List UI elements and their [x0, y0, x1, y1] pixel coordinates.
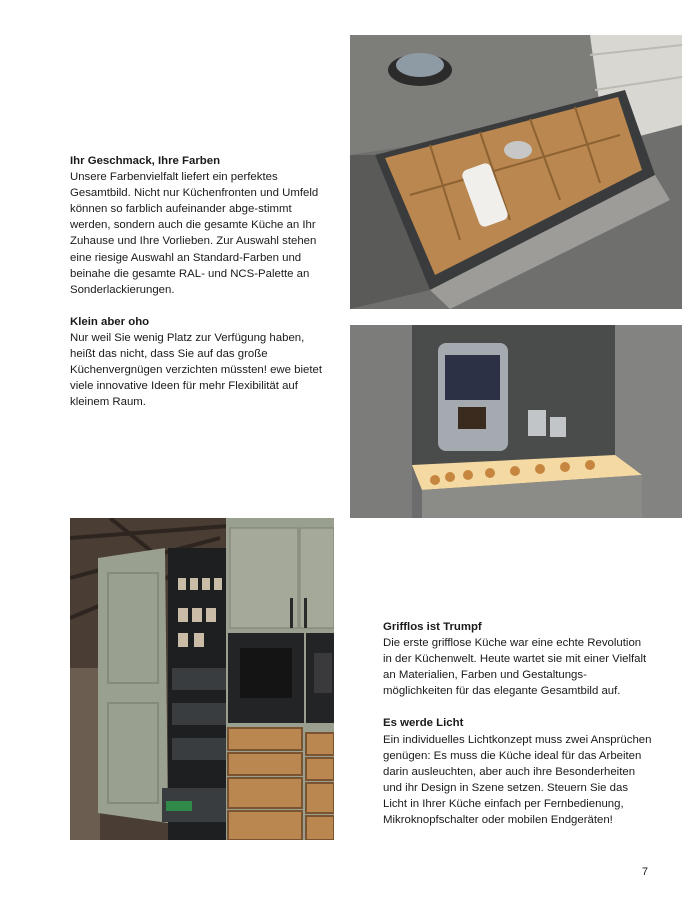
page-number: 7 — [641, 866, 648, 878]
photo-drawer-insert — [350, 35, 682, 309]
section-heading-lighting: Es werde Licht — [383, 717, 464, 730]
section-heading-handleless: Grifflos ist Trumpf — [383, 621, 482, 633]
text-column-left — [70, 153, 330, 410]
text-column-right — [383, 619, 653, 828]
section-body-small-spaces: Nur weil Sie wenig Platz zur Verfügung haben, heißt das nicht, dass Sie auf das große Küchenvergnügen verzichten müssten! ewe bietet viele innovative Ideen für mehr Flexibilität auf kleinem Raum. — [70, 331, 323, 409]
section-heading-colors: Ihr Geschmack, Ihre Farben — [70, 155, 221, 167]
photo-pantry-cabinet — [70, 518, 334, 840]
section-body-lighting: Ein individuelles Lichtkonzept muss zwei Ansprüchen genügen: Es muss die Küche ideal für das Arbeiten darin ausleuchten, aber auch ihre Besonderheiten und ihr Design in Szene setzen. Steuern Sie das Licht in Ihrer Küche einfach per Fernbedienung, Mikroknopfschalter oder mobilen Endgeräten! — [383, 733, 652, 827]
section-body-handleless: Die erste grifflose Küche war eine echte Revolution in der Küchenwelt. Heute wartet sie mit einer Vielfalt an Materialien, Farben und Gestaltungs-möglichkeiten für das elegante Gesamtbild auf. — [383, 637, 647, 698]
photo-coffee-station — [350, 325, 682, 518]
section-body-colors: Unsere Farbenvielfalt liefert ein perfektes Gesamtbild. Nicht nur Küchenfronten und Umfeld können so farblich aufeinander abge-stimmt werden, sondern auch die gesamte Küche an Ihr Zuhause und Ihre Vorlieben. Zur Auswahl stehen eine riesige Auswahl an Standard-Farben und beinahe die gesamte RAL- und NCS-Palette an Sonderlackierungen. — [70, 171, 319, 296]
section-heading-small-spaces: Klein aber oho — [70, 315, 150, 328]
